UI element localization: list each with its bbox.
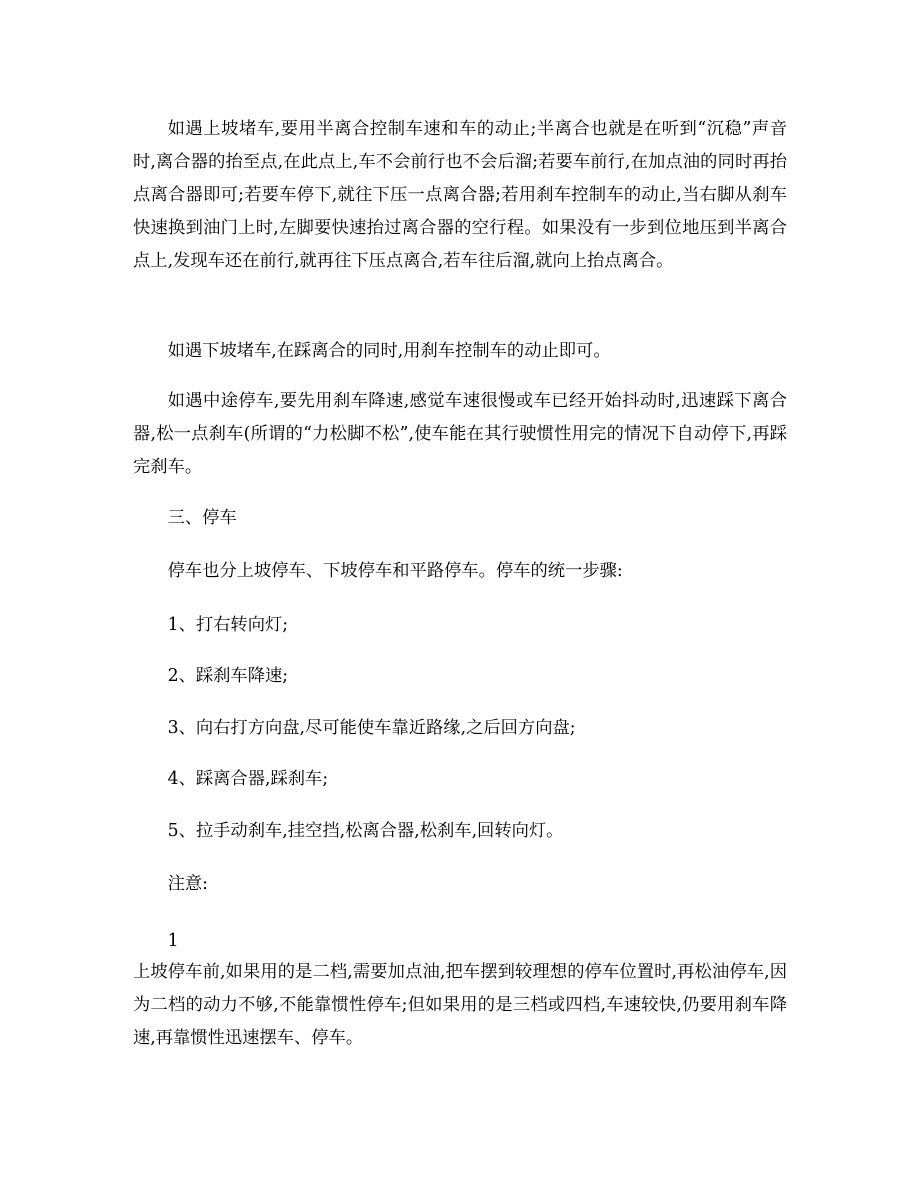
note-item-number: 1 [167,931,179,951]
paragraph-midway-stop: 如遇中途停车,要先用刹车降速,感觉车速很慢或车已经开始抖动时,迅速踩下离合器,松一点刹车(所谓的“力松脚不松”,使车能在其行驶惯性用完的情况下自动停下,再踩完刹车。 [133,391,787,477]
parking-step-2: 2、踩刹车降速; [167,666,289,686]
note-item-text: 上坡停车前,如果用的是二档,需要加点油,把车摆到较理想的停车位置时,再松油停车,因为二档的动力不够,不能靠惯性停车;但如果用的是三档或四档,车速较快,仍要用刹车降速,再靠惯性迅速摆车、停车。 [133,962,787,1048]
section-heading-parking: 三、停车 [167,508,237,528]
paragraph-uphill-traffic: 如遇上坡堵车,要用半离合控制车速和车的动止;半离合也就是在听到“沉稳”声音时,离合器的抬至点,在此点上,车不会前行也不会后溜;若要车前行,在加点油的同时再抬点离合器即可;若要车停下,就往下压一点离合器;若用刹车控制车的动止,当右脚从刹车快速换到油门上时,左脚要快速抬过离合器的空行程。如果没有一步到位地压到半离合点上,发现车还在前行,就再往下压点离合,若车往后溜,就向上抬点离合。 [133,119,787,271]
paragraph-parking-intro: 停车也分上坡停车、下坡停车和平路停车。停车的统一步骤: [167,561,623,581]
parking-step-4: 4、踩离合器,踩刹车; [167,769,329,789]
parking-step-5: 5、拉手动刹车,挂空挡,松离合器,松刹车,回转向灯。 [167,821,564,841]
parking-step-1: 1、打右转向灯; [167,615,289,635]
note-label: 注意: [167,874,208,894]
paragraph-downhill-traffic: 如遇下坡堵车,在踩离合的同时,用刹车控制车的动止即可。 [167,341,611,361]
parking-step-3: 3、向右打方向盘,尽可能使车靠近路缘,之后回方向盘; [167,718,576,738]
